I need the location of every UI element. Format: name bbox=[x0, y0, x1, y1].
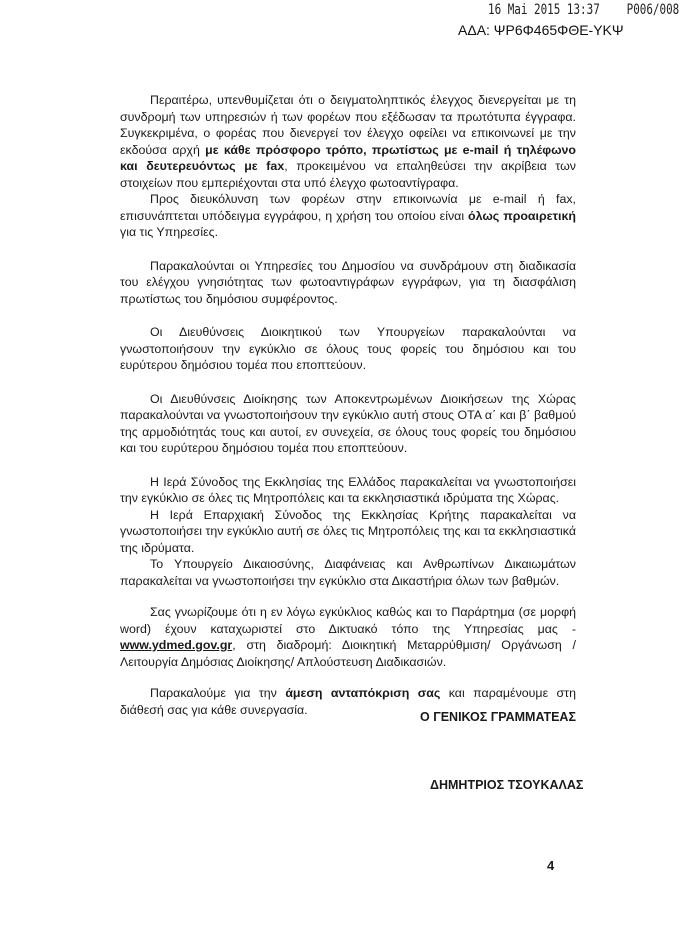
text: και παραμένουμε στη διάθεσή σας για κάθε συνεργασία. bbox=[120, 686, 576, 717]
paragraph-decentralized: Οι Διευθύνσεις Διοίκησης των Αποκεντρωμένων Διοικήσεων της Χώρας παρακαλούνται να γνωστοποιήσουν την εγκύκλιο αυτή στους ΟΤΑ α΄ και β΄ βαθμού της αρμοδιότητάς τους και αυτοί, εν συνεχεία, σε όλους τους φορείς του δημόσιου και του ευρύτερου δημόσιου τομέα που εποπτεύουν. bbox=[120, 391, 576, 455]
text: Παρακαλούμε για την bbox=[150, 686, 286, 700]
bold-text: με κάθε πρόσφορο τρόπο, πρωτίστως με e-mail ή τηλέφωνο και δευτερευόντως με fax bbox=[120, 142, 576, 173]
bold-text: όλως προαιρετική bbox=[468, 208, 576, 223]
ada-code: ΑΔΑ: ΨΡ6Φ465ΦΘΕ-ΥΚΨ bbox=[458, 22, 624, 38]
fax-header bbox=[488, 2, 679, 18]
bold-text: άμεση ανταπόκριση σας bbox=[285, 686, 441, 700]
document-body bbox=[120, 92, 576, 718]
fax-datetime: 16 Mai 2015 13:37 bbox=[488, 2, 600, 18]
signature-name: ΔΗΜΗΤΡΙΟΣ ΤΣΟΥΚΑΛΑΣ bbox=[430, 778, 584, 792]
page-number: 4 bbox=[547, 858, 555, 873]
text: , στη διαδρομή: Διοικητική Μεταρρύθμιση/ Οργάνωση /Λειτουργία Δημόσιας Διοίκησης/ Απλούστευση Διαδικασιών. bbox=[120, 638, 576, 669]
paragraph-holy-synod: Η Ιερά Σύνοδος της Εκκλησίας της Ελλάδος παρακαλείται να γνωστοποιήσει την εγκύκλιο σε όλες τις Μητροπόλεις και τα εκκλησιαστικά ιδρύματα της Χώρας. bbox=[120, 474, 576, 505]
paragraph-services: Παρακαλούνται οι Υπηρεσίες του Δημοσίου να συνδράμουν στη διαδικασία του ελέγχου γνησιότητας των φωτοαντιγράφων εγγράφων, για τη διασφάλιση πρωτίστως του δημόσιου συμφέροντος. bbox=[120, 258, 576, 306]
paragraph-ministries: Οι Διευθύνσεις Διοικητικού των Υπουργείων παρακαλούνται να γνωστοποιήσουν την εγκύκλιο σε όλους τους φορείς του δημόσιου και του ευρύτερου δημόσιου τομέα που εποπτεύουν. bbox=[120, 325, 576, 372]
text: για τις Υπηρεσίες. bbox=[120, 225, 219, 239]
website-link[interactable]: www.ydmed.gov.gr bbox=[120, 638, 233, 652]
text: Περαιτέρω, υπενθυμίζεται ότι ο δειγματοληπτικός έλεγχος διενεργείται με τη συνδρομή των υπηρεσιών ή των φορέων που εξέδωσαν τα πρωτότυπα έγγραφα. Συγκεκριμένα, ο φορέας που διενεργεί τον έλεγχο οφείλει να επικοινωνεί με την εκδούσα αρχή bbox=[120, 93, 576, 157]
paragraph-crete-synod: Η Ιερά Επαρχιακή Σύνοδος της Εκκλησίας Κρήτης παρακαλείται να γνωστοποιήσει την εγκύκλιο αυτή σε όλες τις Μητροπόλεις της και τα εκκλησιαστικά της ιδρύματα. bbox=[120, 507, 576, 555]
text: Σας γνωρίζουμε ότι η εν λόγω εγκύκλιος καθώς και το Παράρτημα (σε μορφή word) έχουν καταχωριστεί στο Δικτυακό τόπο της Υπηρεσίας μας - bbox=[120, 605, 576, 636]
signature-title: Ο ΓΕΝΙΚΟΣ ΓΡΑΜΜΑΤΕΑΣ bbox=[420, 710, 576, 724]
paragraph-template bbox=[120, 191, 576, 241]
paragraph-verification bbox=[120, 92, 576, 191]
paragraph-justice: Το Υπουργείο Δικαιοσύνης, Διαφάνειας και Ανθρωπίνων Δικαιωμάτων παρακαλείται να γνωστοποιήσει την εγκύκλιο στα Δικαστήρια όλων των βαθμών. bbox=[120, 557, 576, 588]
paragraph-website bbox=[120, 604, 576, 670]
fax-page: P006/008 bbox=[626, 2, 680, 18]
text: Προς διευκόλυνση των φορέων στην επικοινωνία με e-mail ή fax, επισυνάπτεται υπόδειγμα εγγράφου, η χρήση του οποίου είναι bbox=[120, 192, 576, 223]
text: , προκειμένου να επαληθεύσει την ακρίβεια των στοιχείων που εμπεριέχονται στα υπό έλεγχο φωτοαντίγραφα. bbox=[120, 159, 577, 190]
